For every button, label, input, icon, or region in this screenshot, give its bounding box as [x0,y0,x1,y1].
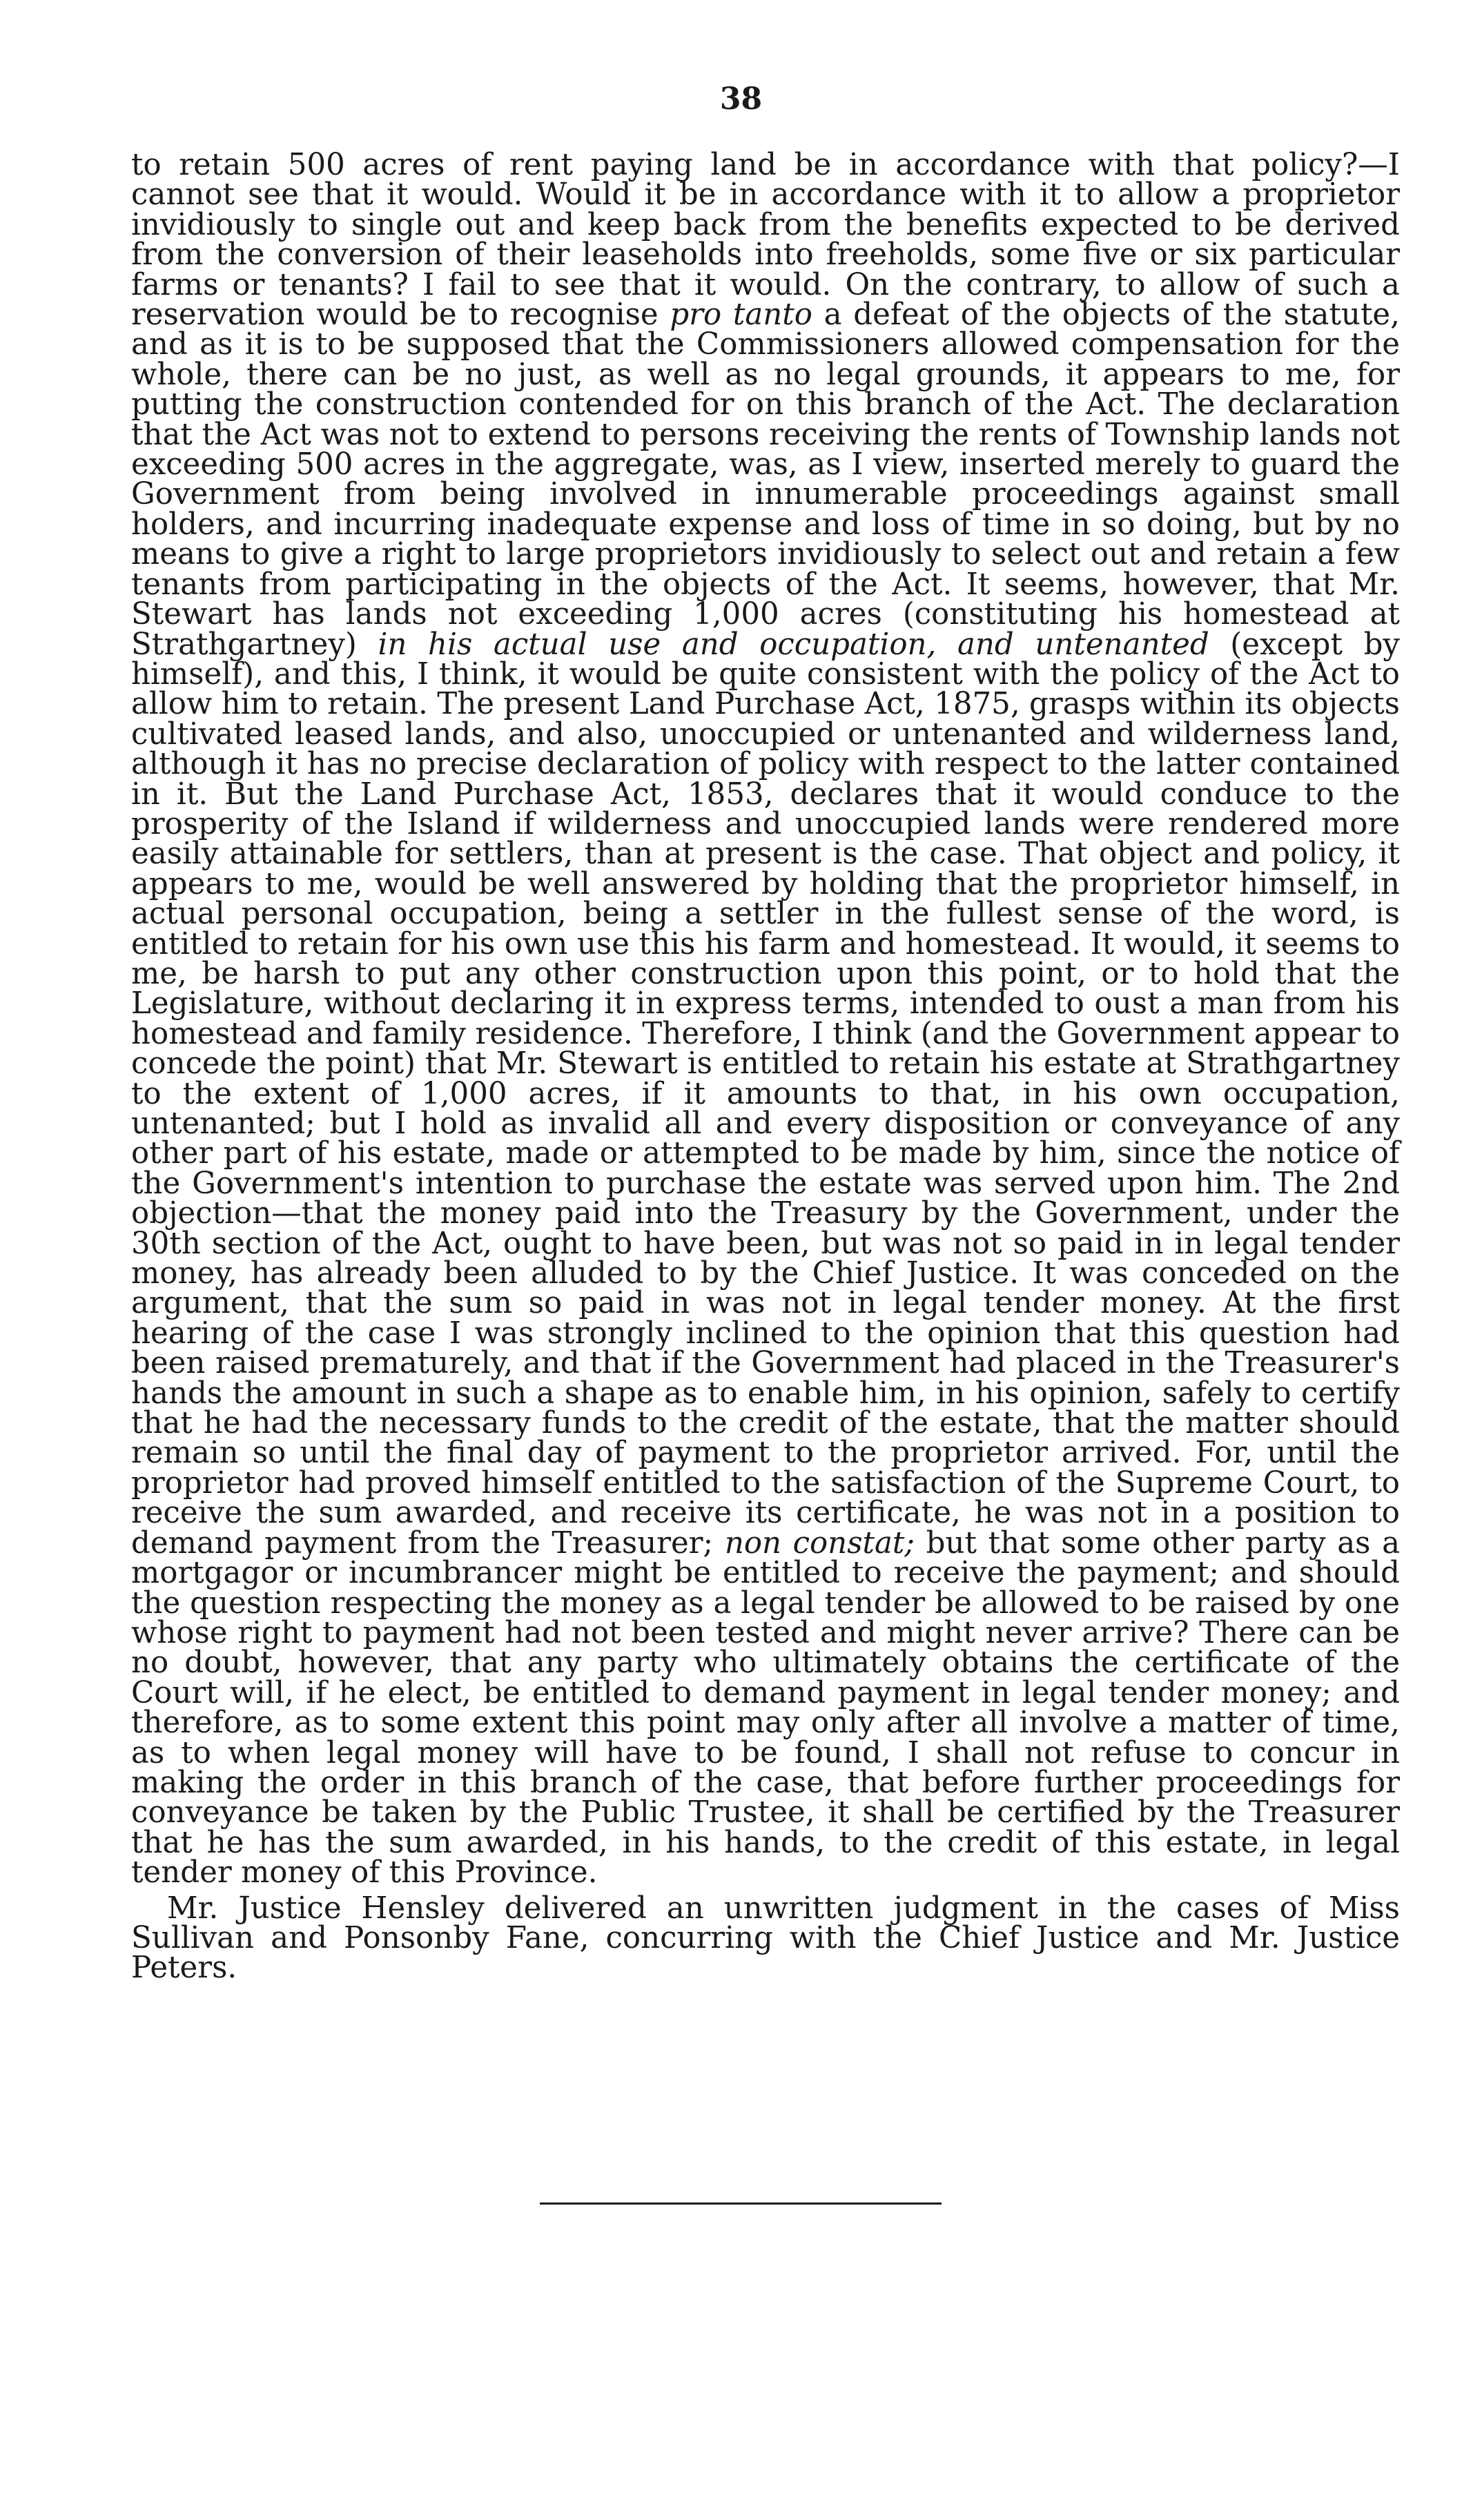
italic-run-non-constat: non constat; [724,1525,915,1561]
page-number: 38 [719,81,763,117]
text-run: Mr. Justice Hensley delivered an unwritten judgment in the cases of Miss Sullivan and Ponsonby Fane, concurring with the Chief Justice and Mr. Justice Peters. [131,1891,1400,1986]
body-text [131,150,1400,1984]
section-divider-rule [540,2202,942,2205]
paragraph-hensley-judgment [131,1891,1400,1986]
text-run: but that some other party as a mortgagor or incumbrancer might be entitled to receive the payment; and should the question respecting the money as a legal tender be allowed to be raised by one whose right to payment had not been tested and might never arrive? There can be no doubt, however, that any party who ultimately obtains the certificate of the Court will, if he elect, be entitled to demand payment in legal tender money; and therefore, as to some extent this point may only after all involve a matter of time, as to when legal money will have to be found, I shall not refuse to concur in making the order in this branch of the case, that before further proceedings for conveyance be taken by the Public Trustee, it shall be certified by the Treasurer that he has the sum awarded, in his hands, to the credit of this estate, in legal tender money of this Province. [131,1525,1400,1891]
italic-run-actual-use: in his actual use and occupation, and untenanted [378,627,1209,662]
text-run: a defeat of the objects of the statute, and as it is to be supposed that the Commissioners allowed compensation for the whole, there can be no just, as well as no legal grounds, it appears to me, for putting the construction contended for on this branch of the Act. The declaration that the Act was not to extend to persons receiving the rents of Township lands not exceeding 500 acres in the aggregate, was, as I view, inserted merely to guard the Government from being involved in innumerable proceedings against small holders, and incurring inadequate expense and loss of time in so doing, but by no means to give a right to large proprietors invidiously to select out and retain a few tenants from participating in the objects of the Act. It seems, however, that Mr. Stewart has lands not exceeding 1,000 acres (constituting his homestead at Strathgartney) [131,297,1400,662]
text-run: (except by himself), and this, I think, it would be quite consistent with the policy of the Act to allow him to retain. The present Land Purchase Act, 1875, grasps within its objects cultivated leased lands, and also, unoccupied or untenanted and wilderness land, although it has no precise declaration of policy with respect to the latter contained in it. But the Land Purchase Act, 1853, declares that it would conduce to the prosperity of the Island if wilderness and unoccupied lands were rendered more easily attainable for settlers, than at present is the case. That object and policy, it appears to me, would be well answered by holding that the proprietor himself, in actual personal occupation, being a settler in the fullest sense of the word, is entitled to retain for his own use this his farm and homestead. It would, it seems to me, be harsh to put any other construction upon this point, or to hold that the Legislature, without declaring it in express terms, intended to oust a man from his homestead and family residence. Therefore, I think (and the Government appear to concede the point) that Mr. Stewart is entitled to retain his estate at Strathgartney to the extent of 1,000 acres, if it amounts to that, in his own occupation, untenanted; but I hold as invalid all and every disposition or conveyance of any other part of his estate, made or attempted to be made by him, since the notice of the Government's intention to purchase the estate was served upon him. The 2nd objection—that the money paid into the Treasury by the Government, under the 30th section of the Act, ought to have been, but was not so paid in in legal tender money, has already been alluded to by the Chief Justice. It was conceded on the argument, that the sum so paid in was not in legal tender money. At the first hearing of the case I was strongly inclined to the opinion that this question had been raised prematurely, and that if the Government had placed in the Treasurer's hands the amount in such a shape as to enable him, in his opinion, safely to certify that he had the necessary funds to the credit of the estate, that the matter should remain so until the final day of payment to the proprietor arrived. For, until the proprietor had proved himself entitled to the satisfaction of the Supreme Court, to receive the sum awarded, and receive its certificate, he was not in a position to demand payment from the Treasurer; [131,627,1400,1561]
italic-run-pro-tanto: pro tanto [670,297,812,333]
text-run: to retain 500 acres of rent paying land be in accordance with that policy?—I cannot see that it would. Would it be in accordance with it to allow a proprietor invidiously to single out and keep back from the benefits expected to be derived from the conversion of their leaseholds into freeholds, some five or six particular farms or tenants? I fail to see that it would. On the contrary, to allow of such a reservation would be to recognise [131,148,1400,333]
paragraph-judgment-continuation [131,148,1400,1891]
